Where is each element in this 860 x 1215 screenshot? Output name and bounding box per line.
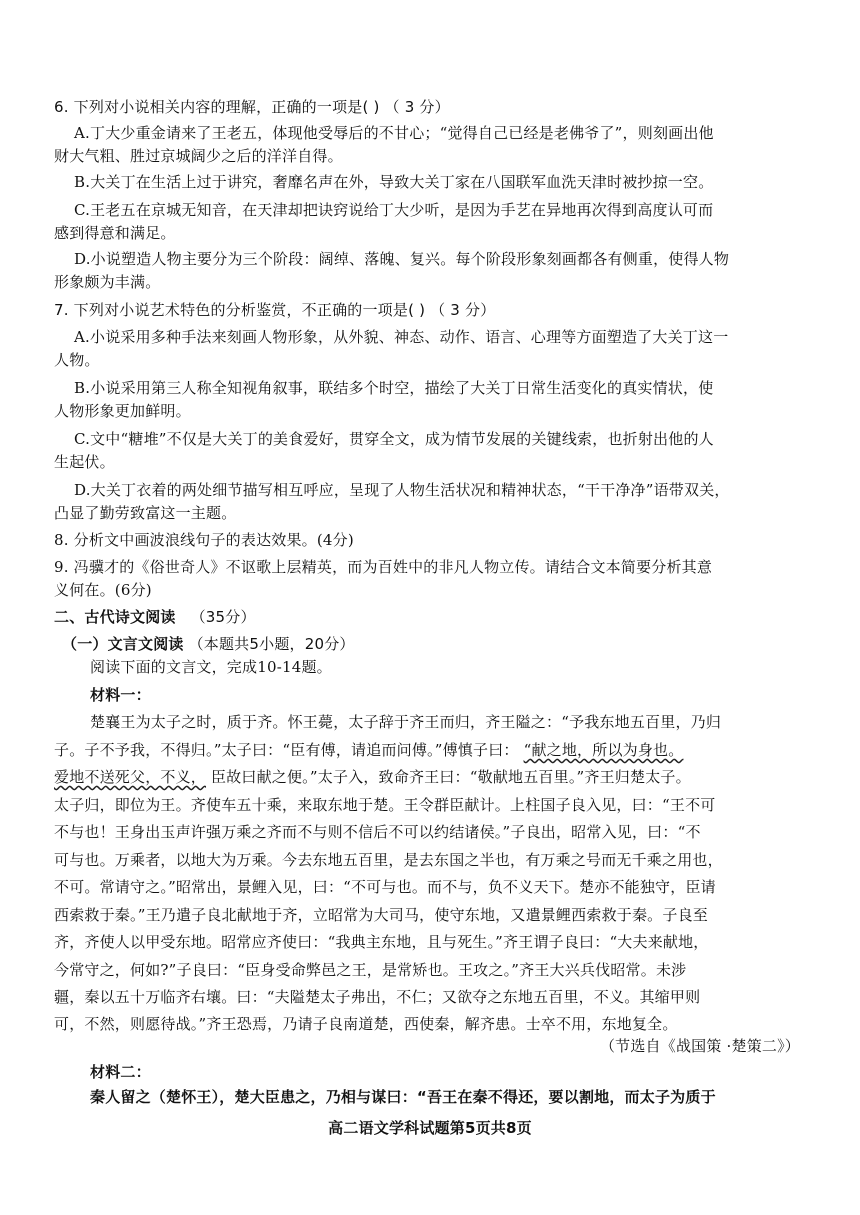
material2-label: 材料二： bbox=[90, 1063, 151, 1081]
material1-line2 bbox=[54, 740, 683, 760]
material1-line8: 西索救于秦。”王乃遣子良北献地于齐，立昭常为大司马，使守东地，又遣景鲤西索救于秦。子良至 bbox=[54, 906, 708, 924]
q7-option-b-line2: 人物形象更加鲜明。 bbox=[54, 402, 191, 420]
reading-instruction: 阅读下面的文言文，完成10-14题。 bbox=[90, 658, 332, 676]
material1-line1: 楚襄王为太子之时，质于齐。怀王薨，太子辞于齐王而归，齐王隘之：“予我东地五百里，乃归 bbox=[90, 713, 722, 731]
material1-line10: 今常守之，何如?”子良曰：“臣身受命弊邑之王，是常矫也。王攻之。”齐王大兴兵伐昭常。未涉 bbox=[54, 961, 687, 979]
wavy-underlined-sentence-part1: “献之地，所以为身也。 bbox=[523, 741, 684, 759]
q6-option-a-line1: A.丁大少重金请来了王老五，体现他受辱后的不甘心；“觉得自己已经是老佛爷了”，则刻画出他 bbox=[74, 124, 714, 142]
material1-line7: 不可。常请守之。”昭常出，景鲤入见，曰：“不可与也。而不与，负不义天下。楚亦不能独守，臣请 bbox=[54, 878, 716, 896]
material1-line9: 齐，齐使人以甲受东地。昭常应齐使曰：“我典主东地，且与死生。”齐王谓子良曰：“大夫来献地， bbox=[54, 933, 709, 951]
subsection-title: （一）文言文阅读 bbox=[62, 635, 184, 653]
q6-option-d-line2: 形象颇为丰满。 bbox=[54, 273, 161, 291]
q7-stem: 7. 下列对小说艺术特色的分析鉴赏，不正确的一项是( ) （ 3 分） bbox=[54, 301, 496, 319]
section-heading bbox=[54, 607, 256, 627]
q6-option-c-line2: 感到得意和满足。 bbox=[54, 224, 176, 242]
q7-option-b-line1: B.小说采用第三人称全知视角叙事，联结多个时空，描绘了大关丁日常生活变化的真实情状，使 bbox=[74, 379, 714, 397]
material1-line11: 疆，秦以五十万临齐右壤。曰：“夫隘楚太子弗出，不仁；又欲夺之东地五百里，不义。其缩甲则 bbox=[54, 988, 701, 1006]
q9-stem-line2: 义何在。(6分) bbox=[54, 581, 152, 599]
material1-line5: 不与也！王身出玉声许强万乘之齐而不与则不信后不可以约结诸侯。”子良出，昭常入见，曰：“不 bbox=[54, 823, 701, 841]
q6-option-b-line1: B.大关丁在生活上过于讲究，奢靡名声在外，导致大关丁家在八国联军血洗天津时被抄掠一空。 bbox=[74, 173, 714, 191]
material1-line3-text: 臣故曰献之便。”太子入，致命齐王曰：“敬献地五百里。”齐王归楚太子。 bbox=[210, 768, 691, 786]
section-score: （35分） bbox=[190, 608, 256, 626]
section-title: 二、古代诗文阅读 bbox=[54, 608, 176, 626]
wavy-underlined-sentence-part2: 爱地不送死父，不义， bbox=[54, 768, 207, 786]
material1-line12: 可，不然，则愿待战。”齐王恐焉，乃请子良南道楚，西使秦，解齐患。士卒不用，东地复全。 bbox=[54, 1015, 678, 1033]
material1-line6: 可与也。万乘者，以地大为万乘。今去东地五百里，是去东国之半也，有万乘之号而无千乘之用也， bbox=[54, 851, 723, 869]
subsection-heading bbox=[62, 634, 355, 654]
material1-line4: 太子归，即位为王。齐使车五十乘，来取东地于楚。王令群臣献计。上柱国子良入见，曰：“王不可 bbox=[54, 796, 716, 814]
material2-line1: 秦人留之（楚怀王），楚大臣患之，乃相与谋曰：“吾王在秦不得还，要以割地，而太子为质于 bbox=[90, 1088, 716, 1106]
page-footer: 高二语文学科试题第5页共8页 bbox=[328, 1119, 532, 1137]
q6-stem: 6. 下列对小说相关内容的理解，正确的一项是( ) （ 3 分） bbox=[54, 98, 450, 116]
q9-stem-line1: 9. 冯骥才的《俗世奇人》不讴歌上层精英，而为百姓中的非凡人物立传。请结合文本简要分析其意 bbox=[54, 558, 713, 576]
subsection-note: （本题共5小题，20分） bbox=[188, 635, 355, 653]
q6-option-d-line1: D.小说塑造人物主要分为三个阶段：阔绰、落魄、复兴。每个阶段形象刻画都各有侧重，使得人物 bbox=[74, 250, 730, 268]
q7-option-a-line2: 人物。 bbox=[54, 351, 100, 369]
q7-option-d-line1: D.大关丁衣着的两处细节描写相互呼应，呈现了人物生活状况和精神状态，“干干净净”语带双关， bbox=[74, 481, 730, 499]
q7-option-c-line1: C.文中“糖堆”不仅是大关丁的美食爱好，贯穿全文，成为情节发展的关键线索，也折射出他的人 bbox=[74, 430, 714, 448]
q8-stem: 8. 分析文中画波浪线句子的表达效果。(4分) bbox=[54, 531, 354, 549]
q7-option-a-line1: A.小说采用多种手法来刻画人物形象，从外貌、神态、动作、语言、心理等方面塑造了大关丁这一 bbox=[74, 328, 729, 346]
material1-line3 bbox=[54, 767, 691, 787]
material1-source: （节选自《战国策 ·楚策二》） bbox=[599, 1037, 800, 1055]
q6-option-a-line2: 财大气粗、胜过京城阔少之后的洋洋自得。 bbox=[54, 147, 343, 165]
material1-label: 材料一： bbox=[90, 686, 151, 704]
q6-option-c-line1: C.王老五在京城无知音，在天津却把诀窍说给丁大少听，是因为手艺在异地再次得到高度认可而 bbox=[74, 201, 714, 219]
q7-option-c-line2: 生起伏。 bbox=[54, 453, 115, 471]
q7-option-d-line2: 凸显了勤劳致富这一主题。 bbox=[54, 504, 237, 522]
material1-line2-text: 子。子不予我，不得归。”太子曰：“臣有傅，请追而问傅。”傅慎子曰： bbox=[54, 741, 519, 759]
